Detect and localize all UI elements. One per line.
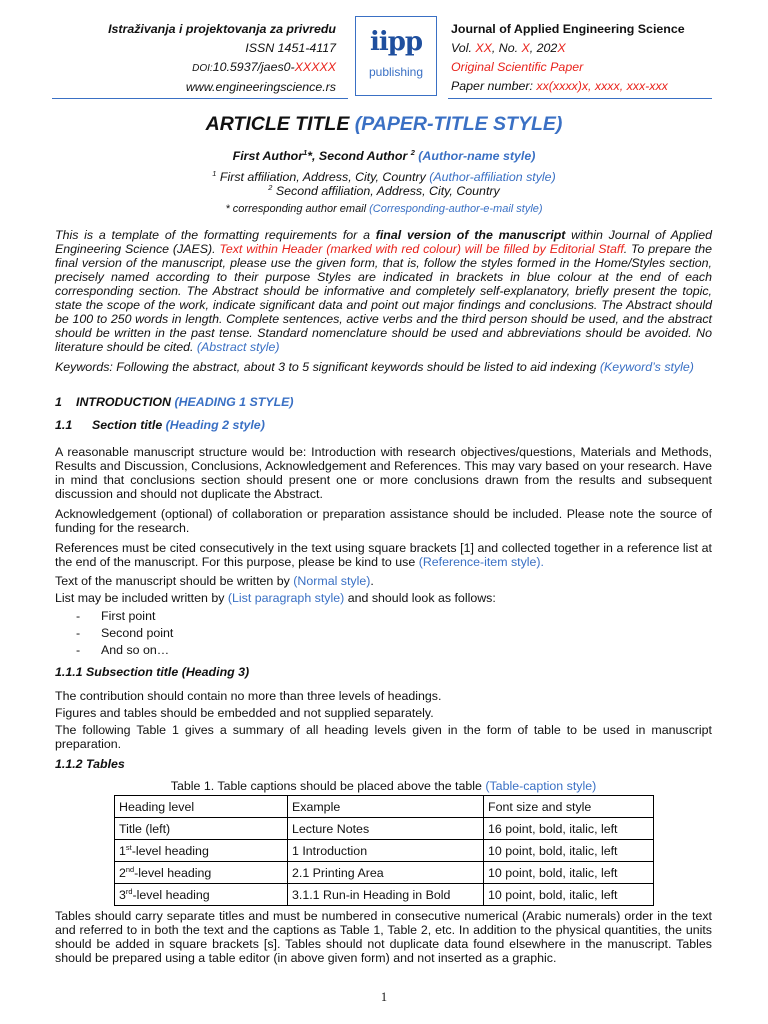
level-text: -level heading [131, 843, 209, 858]
heading-1-text: INTRODUCTION [76, 395, 175, 409]
caption-text: Table 1. Table captions should be placed above the table [170, 779, 486, 793]
table-cell: 16 point, bold, italic, left [484, 818, 654, 840]
abstract-style-note: (Abstract style) [196, 340, 280, 354]
abstract-text: . To prepare the final version of the manuscript, please use the given form, that is, follow the styles formed in the Home/Styles section, precisely named according to their purpose Styles are indicated in brackets in blue colour at the end of each corresponding section. The Abstract should be informative and completely self-explanatory, briefly present the topic, state the scope of the work, indicate significant data and point out major findings and conclusions. The Abstract should be 100 to 250 words in length. Complete sentences, active verbs and the third person should be used, and the abstract should be written in the past tense. Standard nomenclature should be used and abbreviations should be avoided. No literature should be cited. [55, 242, 712, 354]
publisher-name: Istraživanja i projektovanja za privredu [108, 22, 336, 36]
header-rule-left [52, 98, 348, 99]
logo-mark: iipp [369, 27, 423, 57]
logo-text: publishing [368, 65, 424, 79]
dash-marker: - [76, 643, 81, 657]
doi-placeholder: XXXXX [294, 60, 336, 74]
affiliation-style-note: (Author-affiliation style) [429, 170, 556, 184]
paragraph [55, 541, 712, 569]
doi-label: DOI: [192, 63, 213, 74]
heading-2-style-note: (Heading 2 style) [165, 418, 265, 432]
header-rule-right [448, 98, 712, 99]
issn: ISSN 1451-4117 [245, 41, 336, 55]
doi-value: 10.5937/jaes0- [212, 60, 295, 74]
paper-number-label: Paper number: [451, 79, 537, 93]
article-title [0, 113, 768, 136]
level-sup: rd [125, 886, 133, 896]
level-text: 2 [119, 865, 126, 880]
table-cell: 10 point, bold, italic, left [484, 840, 654, 862]
heading-2-text: Section title [92, 418, 166, 432]
paragraph-text: . [370, 574, 374, 588]
level-text: -level heading [132, 887, 210, 902]
table-row [115, 840, 654, 862]
caption-style-note: (Table-caption style) [485, 779, 597, 793]
title-style-note: (PAPER-TITLE STYLE) [354, 113, 563, 135]
heading-levels-table [114, 795, 654, 906]
level-text: Title (left) [119, 821, 171, 836]
table-cell: 1 Introduction [288, 840, 484, 862]
doi [108, 58, 336, 78]
dash-marker: - [76, 609, 81, 623]
abstract-text: within Journal of Applied Engineering Science (JAES). [55, 228, 713, 256]
affiliation-sup: 1 [212, 168, 217, 178]
table-row [115, 862, 654, 884]
heading-1-style-note: (HEADING 1 STYLE) [174, 395, 294, 409]
list-item [55, 625, 712, 642]
level-text: -level heading [134, 865, 212, 880]
heading-1 [55, 395, 712, 409]
paragraph-text: Text of the manuscript should be written by [55, 574, 294, 588]
abstract-red-note: Text within Header (marked with red colour) will be filled by Editorial Staff [219, 242, 624, 256]
paragraph-text: and should look as follows: [344, 591, 496, 605]
table-header-cell: Example [288, 796, 484, 818]
heading-3: 1.1.2 Tables [55, 757, 125, 771]
list-style-note: (List paragraph style) [227, 591, 345, 605]
table-cell: 3.1.1 Run-in Heading in Bold [288, 884, 484, 906]
level-text: 3 [119, 887, 126, 902]
list-item [55, 608, 712, 625]
no-value: X [521, 41, 530, 55]
paper-number-value: xx(xxxx)x, xxxx, xxx-xxx [536, 79, 668, 93]
email-text: * corresponding author email [225, 203, 370, 215]
level-sup: st [125, 842, 132, 852]
affiliations [0, 170, 768, 198]
abstract [55, 228, 712, 354]
table-cell: 10 point, bold, italic, left [484, 862, 654, 884]
normal-style-note: (Normal style) [293, 574, 371, 588]
page-number: 1 [380, 990, 388, 1004]
paper-type: Original Scientific Paper [451, 60, 584, 74]
table-cell: 2.1 Printing Area [288, 862, 484, 884]
paragraph-text: References must be cited consecutively in the text using square brackets [1] and collected together in a reference list at the end of the manuscript. For this purpose, please be kind to use [55, 541, 712, 569]
keywords [55, 360, 712, 374]
paragraph: Figures and tables should be embedded and not supplied separately. [55, 706, 434, 720]
affiliation-sup: 2 [268, 182, 273, 192]
table-cell [115, 862, 288, 884]
reference-style-note: (Reference-item style). [418, 555, 545, 569]
list-item-text: First point [101, 609, 156, 623]
keywords-style-note: (Keyword’s style) [599, 360, 694, 374]
header-left [108, 20, 336, 97]
heading-1-number: 1 [55, 395, 62, 409]
affiliation-text: Second affiliation, Address, City, Country [272, 184, 500, 198]
year-prefix: , 202 [529, 41, 558, 55]
table-cell [115, 840, 288, 862]
abstract-bold: final version of the manuscript [375, 228, 566, 242]
affiliation-2 [0, 184, 768, 198]
table-header-cell: Font size and style [484, 796, 654, 818]
abstract-text: This is a template of the formatting requirements for a [55, 228, 376, 242]
heading-3: 1.1.1 Subsection title (Heading 3) [55, 665, 250, 679]
level-text: 1 [119, 843, 126, 858]
no-prefix: , No. [491, 41, 522, 55]
authors [0, 149, 768, 163]
paragraph [55, 591, 712, 605]
dash-marker: - [76, 626, 81, 640]
corresponding-email [0, 203, 768, 215]
paragraph-text: List may be included written by [55, 591, 228, 605]
affiliation-text: First affiliation, Address, City, Country [216, 170, 430, 184]
paragraph: The following Table 1 gives a summary of all heading levels given in the form of table to be used in manuscript preparation. [55, 723, 712, 751]
heading-2 [55, 418, 712, 432]
author-style-note: (Author-name style) [414, 149, 536, 163]
first-author: First Author [232, 149, 304, 163]
list-item-text: And so on… [101, 643, 170, 657]
vol-value: XX [475, 41, 492, 55]
paragraph: A reasonable manuscript structure would be: Introduction with research objectives/questions, Materials and Methods, Results and Discussion, Conclusions, Acknowledgement and References. This may vary based on your research. Have in mind that conclusions section should present one or more conclusions drawn from the results and subsequent discussion and should not duplicate the Abstract. [55, 445, 712, 501]
list-item-text: Second point [101, 626, 174, 640]
journal-name: Journal of Applied Engineering Science [451, 22, 685, 36]
table-header-row [115, 796, 654, 818]
table-caption [55, 779, 712, 793]
iipp-logo [355, 16, 437, 96]
year-value: X [557, 41, 566, 55]
paragraph: Acknowledgement (optional) of collaboration or preparation assistance should be included. Please note the source of funding for the research. [55, 507, 712, 535]
keywords-text: Keywords: Following the abstract, about 3 to 5 significant keywords should be listed to aid indexing [55, 360, 600, 374]
header-right [451, 20, 685, 96]
article-body [55, 228, 712, 965]
table-row [115, 818, 654, 840]
level-sup: nd [125, 864, 135, 874]
table-cell [115, 884, 288, 906]
table-header-cell: Heading level [115, 796, 288, 818]
table-row [115, 884, 654, 906]
vol-prefix: Vol. [451, 41, 476, 55]
corresponding-star: * [307, 149, 313, 163]
second-author: , Second Author [312, 149, 411, 163]
volume-info [451, 39, 685, 58]
table-cell: 10 point, bold, italic, left [484, 884, 654, 906]
email-style-note: (Corresponding-author-e-mail style) [369, 203, 543, 215]
first-author-sup: 1 [303, 147, 308, 157]
list-item [55, 642, 712, 659]
bullet-list [55, 608, 712, 659]
title-main: ARTICLE TITLE [205, 113, 350, 135]
paper-number [451, 77, 685, 96]
affiliation-1 [0, 170, 768, 184]
table-cell [115, 818, 288, 840]
website: www.engineeringscience.rs [185, 80, 336, 94]
paragraph: Tables should carry separate titles and must be numbered in consecutive numerical (Arabic numerals) order in the text and referred to in both the text and the captions as Table 1, Table 2, etc. In addition to the physical quantities, the units should be added in square brackets [s]. Tables should not duplicate data found elsewhere in the manuscript. Tables should be prepared using a table editor (in above given form) and not inserted as a graphic. [55, 909, 712, 965]
second-author-sup: 2 [410, 147, 415, 157]
paragraph [55, 574, 712, 588]
paragraph: The contribution should contain no more than three levels of headings. [55, 689, 442, 703]
table-cell: Lecture Notes [288, 818, 484, 840]
heading-2-number: 1.1 [55, 418, 73, 432]
